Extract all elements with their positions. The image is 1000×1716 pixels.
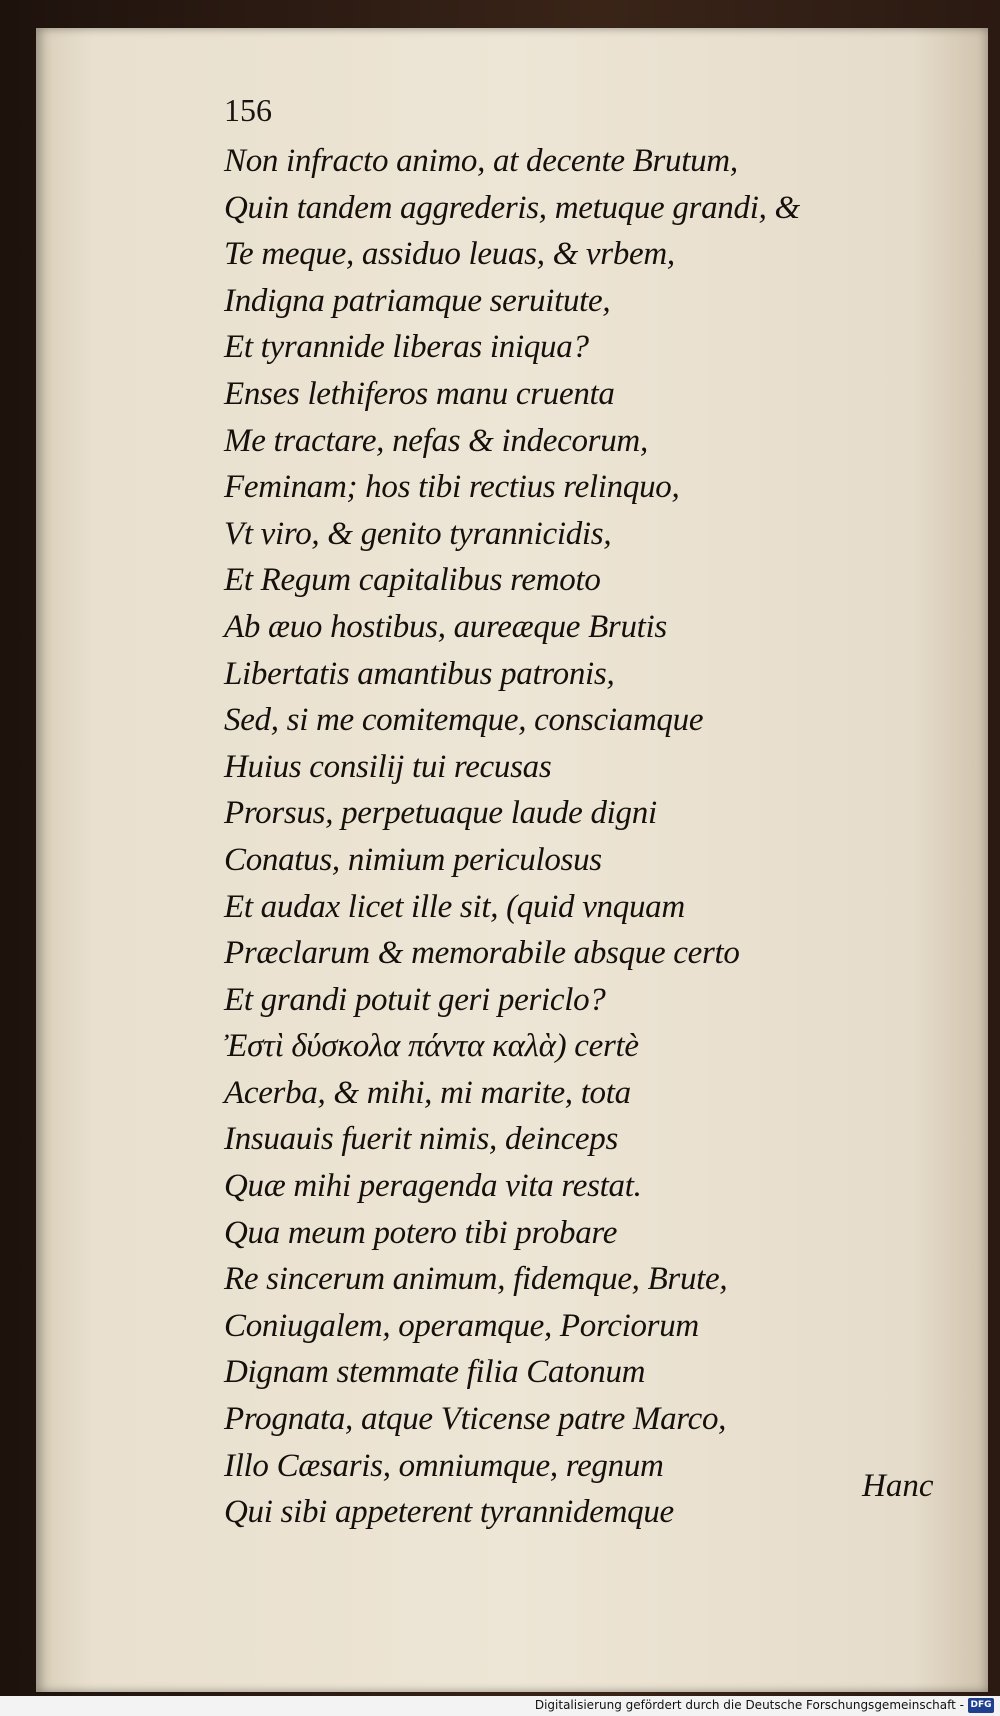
verse-line: Et tyrannide liberas iniqua? — [224, 329, 589, 366]
verse-line: Vt viro, & genito tyrannicidis, — [224, 515, 612, 552]
verse-line: Non infracto animo, at decente Brutum, — [224, 143, 738, 179]
verse-line: Illo Cæsaris, omniumque, regnum — [224, 1447, 664, 1484]
footer-credit-text: Digitalisierung gefördert durch die Deutsche Forschungsgemeinschaft - — [534, 1698, 964, 1712]
verse-line: Prognata, atque Vticense patre Marco, — [224, 1401, 727, 1438]
catchword: Hanc — [862, 1468, 934, 1504]
verse-line: Et grandi potuit geri periclo? — [224, 981, 606, 1018]
dfg-logo-icon: DFG — [968, 1698, 994, 1713]
verse-line: Prorsus, perpetuaque laude digni — [224, 795, 657, 832]
verse-line: Re sincerum animum, fidemque, Brute, — [224, 1261, 728, 1298]
verse-line: Quæ mihi peragenda vita restat. — [224, 1168, 642, 1205]
verse-text — [224, 138, 924, 1536]
verse-line: Indigna patriamque seruitute, — [224, 282, 611, 319]
verse-line: Insuauis fuerit nimis, deinceps — [224, 1121, 618, 1158]
verse-line: Huius consilij tui recusas — [224, 748, 552, 785]
verse-line: Libertatis amantibus patronis, — [224, 655, 615, 692]
verse-line: Me tractare, nefas & indecorum, — [224, 422, 648, 459]
verse-line: Sed, si me comitemque, consciamque — [224, 702, 704, 739]
verse-line: Acerba, & mihi, mi marite, tota — [224, 1074, 631, 1111]
verse-line: Ἐστὶ δύσκολα πάντα καλὰ) certè — [224, 1028, 639, 1065]
verse-line: Feminam; hos tibi rectius relinquo, — [224, 469, 680, 506]
verse-line: Et Regum capitalibus remoto — [224, 562, 601, 599]
verse-line: Conatus, nimium periculosus — [224, 841, 602, 878]
footer-bar — [0, 1696, 1000, 1716]
verse-line: Quin tandem aggrederis, metuque grandi, & — [224, 189, 800, 226]
verse-line: Et audax licet ille sit, (quid vnquam — [224, 888, 685, 925]
verse-line: Qui sibi appeterent tyrannidemque — [224, 1494, 674, 1531]
verse-line: Dignam stemmate filia Catonum — [224, 1354, 646, 1391]
verse-line: Te meque, assiduo leuas, & vrbem, — [224, 236, 675, 273]
verse-line: Qua meum potero tibi probare — [224, 1214, 618, 1251]
verse-line: Enses lethiferos manu cruenta — [224, 375, 615, 412]
verse-line: Coniugalem, operamque, Porciorum — [224, 1307, 699, 1344]
verse-line: Ab æuo hostibus, aureæque Brutis — [224, 608, 667, 645]
verse-line: Præclarum & memorabile absque certo — [224, 935, 740, 972]
page-number: 156 — [224, 92, 272, 128]
